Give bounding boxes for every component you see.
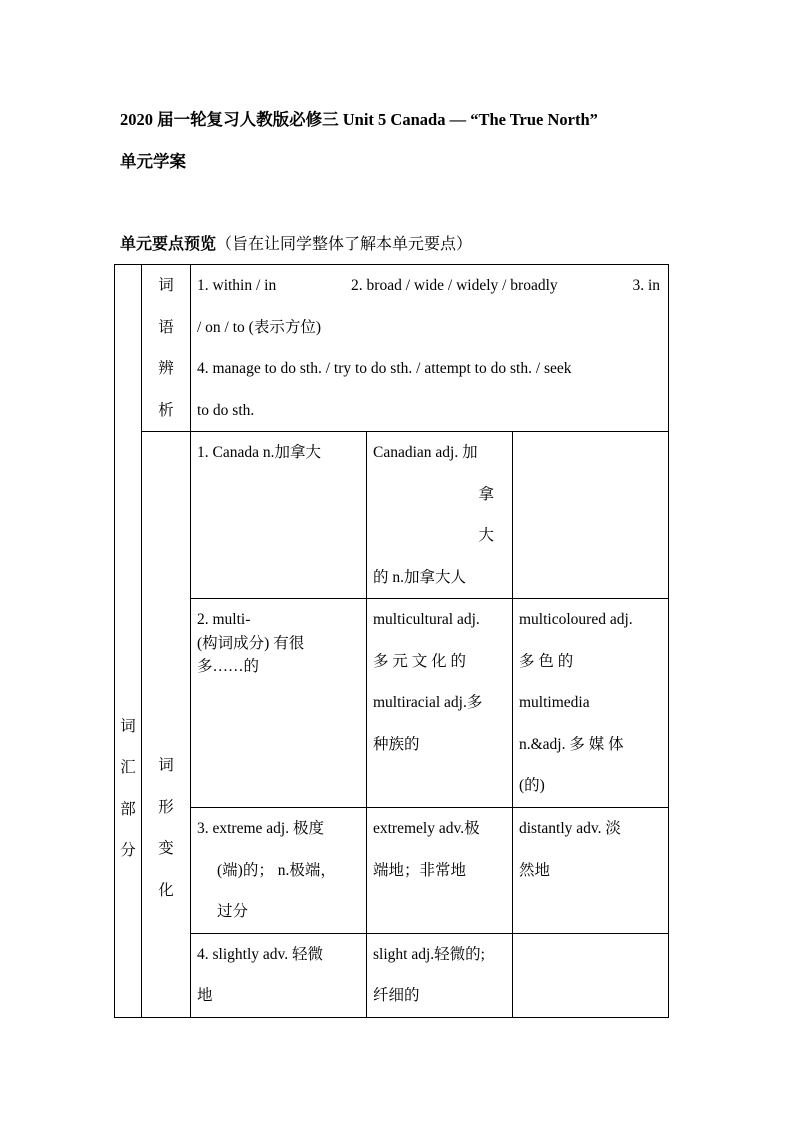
subcategory-char: 析 xyxy=(158,400,174,419)
subcategory-discrimination xyxy=(142,265,191,432)
subcategory-char: 词 xyxy=(158,756,174,775)
cell-line: Canadian adj. 加 xyxy=(373,444,478,461)
category-char: 汇 xyxy=(120,758,136,777)
subcategory-char: 形 xyxy=(158,797,174,816)
section-heading xyxy=(120,231,472,254)
table-row xyxy=(115,599,669,808)
cell-line: distantly adv. 淡 xyxy=(519,820,621,837)
cell-line: 纤细的 xyxy=(373,987,420,1004)
cell-line: 2. multi- xyxy=(197,611,251,628)
cell-line: 端地；非常地 xyxy=(373,861,467,879)
cell-line: slight adj.轻微的; xyxy=(373,945,485,963)
cell-line: extremely adv.极 xyxy=(373,820,480,837)
cell-line: multiracial adj.多 xyxy=(373,694,483,711)
discrimination-item: 2. broad / wide / widely / broadly xyxy=(351,277,558,294)
cell-line: 的 n.加拿大人 xyxy=(373,568,467,586)
table-row xyxy=(115,808,669,934)
cell-line: 4. slightly adv. 轻微 xyxy=(197,945,324,963)
document-subtitle: 单元学案 xyxy=(120,152,186,171)
word-cell xyxy=(513,933,669,1017)
cell-line: (构词成分) 有很 xyxy=(197,634,305,652)
discrimination-line-1 xyxy=(197,265,662,307)
word-cell xyxy=(367,432,513,599)
cell-line: 地 xyxy=(197,987,213,1004)
discrimination-item: 1. within / in xyxy=(197,277,277,294)
table-row-discrimination xyxy=(115,265,669,432)
cell-line: 拿 xyxy=(478,485,494,503)
cell-line: multicoloured adj. xyxy=(519,611,633,628)
cell-line: 种族的 xyxy=(373,735,420,753)
word-cell xyxy=(191,808,367,934)
cell-line: 过分 xyxy=(217,903,249,920)
cell-line: 多 色 的 xyxy=(519,652,574,670)
category-char: 部 xyxy=(120,799,136,818)
discrimination-line-2: / on / to (表示方位) xyxy=(197,318,321,336)
discrimination-line-4: to do sth. xyxy=(197,401,255,419)
cell-line: (端)的； n.极端， xyxy=(217,861,336,879)
word-cell xyxy=(191,933,367,1017)
cell-line: multicultural adj. xyxy=(373,611,480,628)
cell-line: 1. Canada n.加拿大 xyxy=(197,444,321,461)
word-cell xyxy=(367,599,513,808)
word-cell xyxy=(191,599,367,808)
category-char: 分 xyxy=(120,841,136,860)
word-cell xyxy=(191,432,367,599)
subcategory-char: 辨 xyxy=(158,359,174,377)
cell-line: 大 xyxy=(478,527,494,544)
category-char: 词 xyxy=(120,716,136,735)
section-heading-bold: 单元要点预览 xyxy=(120,234,217,253)
cell-line: 多 元 文 化 的 xyxy=(373,652,467,670)
word-cell xyxy=(513,808,669,934)
subcategory-word-forms xyxy=(142,432,191,1018)
section-heading-note: （旨在让同学整体了解本单元要点） xyxy=(216,234,473,253)
discrimination-item: 3. in xyxy=(632,277,661,294)
subcategory-char: 词 xyxy=(158,276,174,294)
word-cell xyxy=(367,808,513,934)
cell-line: 然地 xyxy=(519,861,551,879)
word-cell xyxy=(367,933,513,1017)
subcategory-char: 化 xyxy=(158,880,174,899)
cell-line: (的) xyxy=(519,777,545,794)
table-row xyxy=(115,432,669,599)
subcategory-char: 语 xyxy=(158,317,174,336)
cell-line: 3. extreme adj. 极度 xyxy=(197,820,324,837)
cell-line: 多……的 xyxy=(197,657,260,675)
discrimination-line-3: 4. manage to do sth. / try to do sth. / attempt to do sth. / seek xyxy=(197,360,572,377)
subcategory-char: 变 xyxy=(158,839,174,858)
table-row xyxy=(115,933,669,1017)
word-cell xyxy=(513,599,669,808)
category-vocabulary xyxy=(115,265,142,1018)
discrimination-cell xyxy=(191,265,669,432)
cell-line: multimedia xyxy=(519,694,590,711)
vocabulary-table xyxy=(114,264,669,1018)
document-title: 2020 届一轮复习人教版必修三 Unit 5 Canada — “The True North” xyxy=(120,110,598,129)
word-cell xyxy=(513,432,669,599)
cell-line: n.&adj. 多 媒 体 xyxy=(519,735,624,753)
